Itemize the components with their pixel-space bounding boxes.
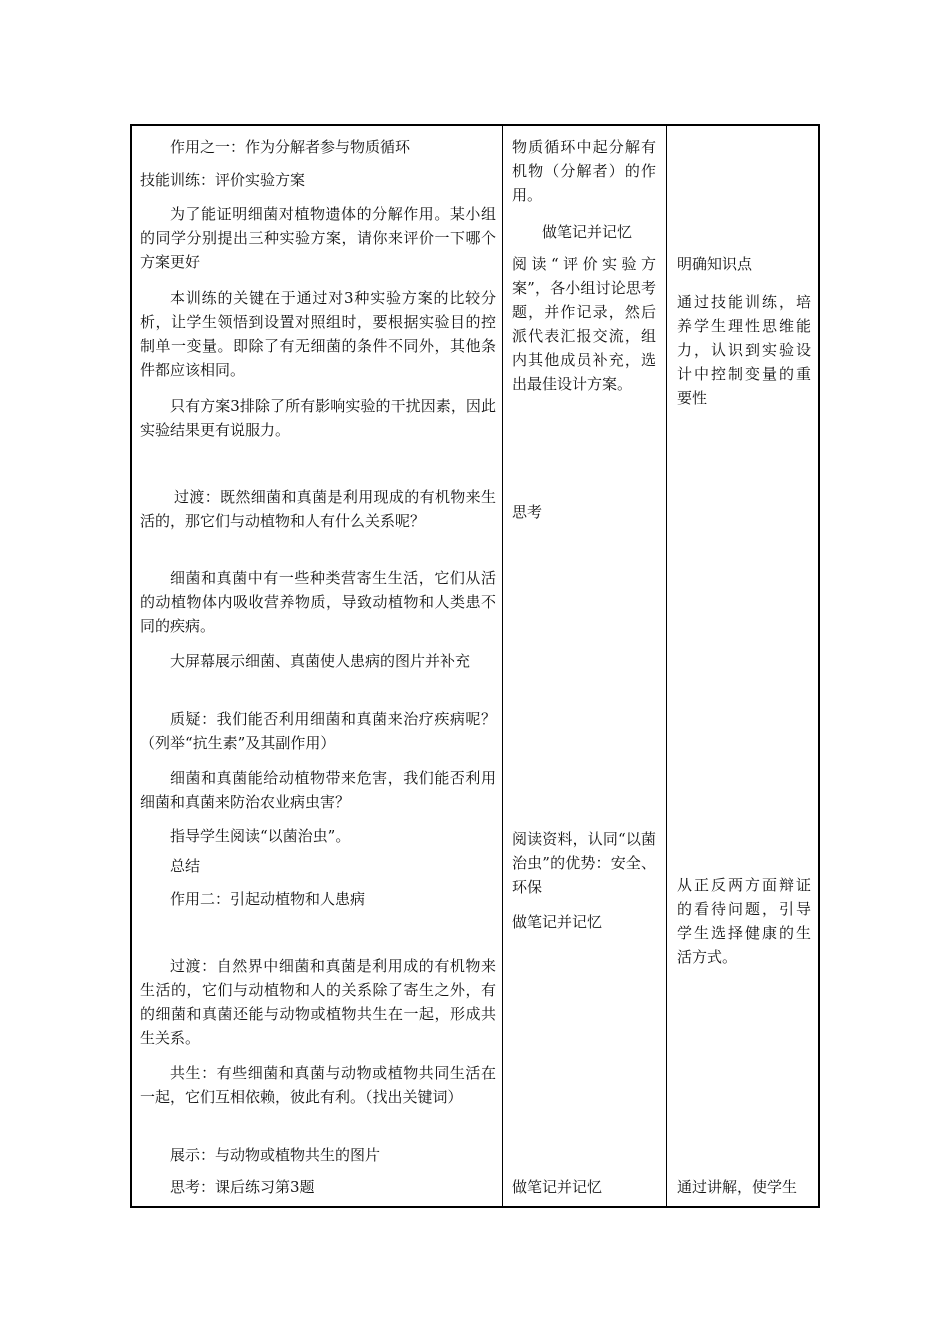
text-role-two: 作用二：引起动植物和人患病: [170, 890, 366, 908]
text-take-notes-2: 做笔记并记忆: [512, 913, 603, 931]
text-transition-two: 过渡：自然界中细菌和真菌是利用成的有机物来生活的，它们与动植物和人的关系除了寄生之外，有的细菌和真菌还能与动物或植物共生在一起，形成共生关系。: [140, 957, 496, 1047]
text-read-material: 阅读资料，认同“以菌治虫”的优势：安全、环保: [512, 830, 656, 896]
text-read-evaluate: 阅读“评价实验方案”，各小组讨论思考题，并作记录，然后派代表汇报交流，组内其他成员补充，选出最佳设计方案。: [512, 255, 656, 393]
design-intent-column: [667, 126, 818, 1206]
text-think: 思考: [512, 503, 543, 521]
text-display-symbiosis: 展示：与动物或植物共生的图片: [170, 1146, 381, 1164]
text-guide-reading: 指导学生阅读“以菌治虫”。: [170, 827, 351, 845]
student-activity-column: [503, 126, 667, 1206]
text-skill-purpose: 通过技能训练，培养学生理性思维能力，认识到实验设计中控制变量的重要性: [677, 293, 811, 407]
text-take-notes-1: 做笔记并记忆: [542, 223, 633, 241]
text-transition-one: 过渡：既然细菌和真菌是利用现成的有机物来生活的，那它们与动植物和人有什么关系呢？: [140, 488, 496, 530]
teacher-activity-column: [132, 126, 503, 1206]
text-decomposer-role: 物质循环中起分解有机物（分解者）的作用。: [512, 138, 656, 204]
text-pest-control: 细菌和真菌能给动植物带来危害，我们能否利用细菌和真菌来防治农业病虫害？: [140, 769, 496, 811]
text-take-notes-3: 做笔记并记忆: [512, 1178, 603, 1196]
text-screen-display: 大屏幕展示细菌、真菌使人患病的图片并补充: [170, 652, 471, 670]
text-explain: 通过讲解，使学生: [677, 1178, 798, 1196]
text-question: 质疑：我们能否利用细菌和真菌来治疗疾病呢？（列举“抗生素”及其副作用）: [140, 710, 496, 752]
lesson-table: [130, 124, 820, 1208]
text-summary: 总结: [170, 857, 201, 875]
text-clarify-knowledge: 明确知识点: [677, 255, 753, 273]
text-think-exercise: 思考：课后练习第3题: [170, 1178, 315, 1196]
text-dialectic: 从正反两方面辩证的看待问题，引导学生选择健康的生活方式。: [677, 876, 811, 966]
text-experiment-intro: 为了能证明细菌对植物遗体的分解作用。某小组的同学分别提出三种实验方案，请你来评价一下哪个方案更好: [140, 205, 496, 271]
text-skill-training: 技能训练：评价实验方案: [140, 171, 306, 189]
text-parasitism: 细菌和真菌中有一些种类营寄生生活，它们从活的动植物体内吸收营养物质，导致动植物和人类患不同的疾病。: [140, 569, 496, 635]
text-symbiosis: 共生：有些细菌和真菌与动物或植物共同生活在一起，它们互相依赖，彼此有利。（找出关键词）: [140, 1064, 496, 1106]
text-role-one: 作用之一：作为分解者参与物质循环: [170, 138, 411, 156]
text-plan-three: 只有方案3排除了所有影响实验的干扰因素，因此实验结果更有说服力。: [140, 397, 496, 439]
text-training-key: 本训练的关键在于通过对3种实验方案的比较分析，让学生领悟到设置对照组时，要根据实验目的控制单一变量。即除了有无细菌的条件不同外，其他条件都应该相同。: [140, 289, 496, 379]
